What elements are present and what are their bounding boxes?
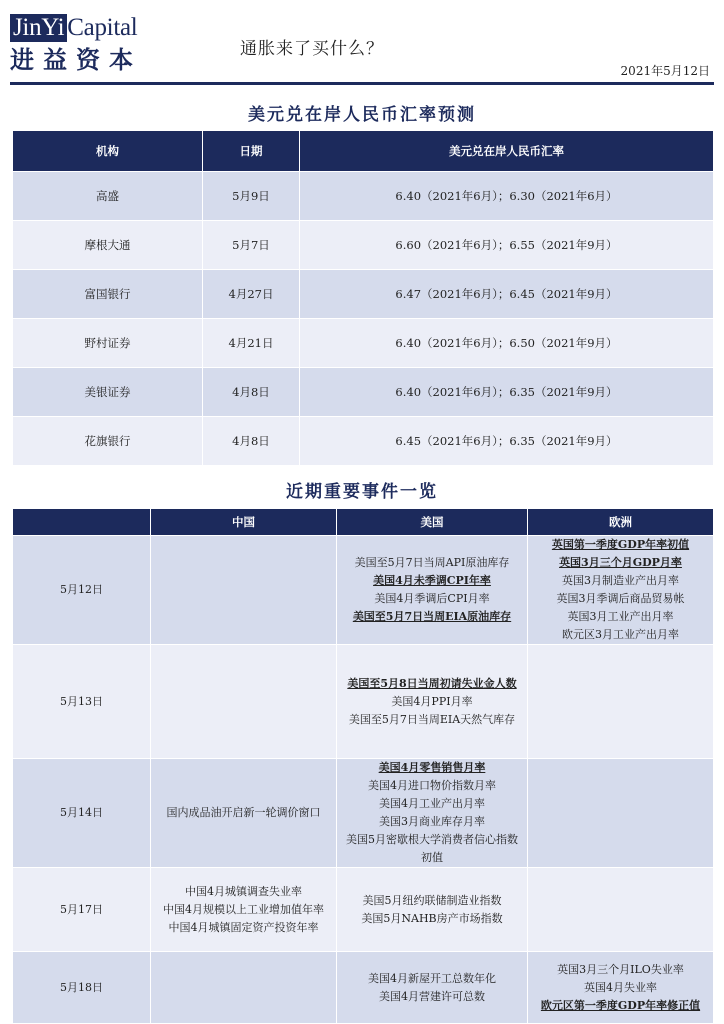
fx-cell-forecast: 6.60（2021年6月）；6.55（2021年9月） xyxy=(300,221,714,270)
event-item: 欧元区第一季度GDP年率修正值 xyxy=(540,998,701,1012)
events-cell-us xyxy=(337,536,528,645)
events-cell-china xyxy=(151,868,337,952)
events-header-china: 中国 xyxy=(151,509,337,536)
fx-cell-forecast: 6.40（2021年6月）；6.30（2021年6月） xyxy=(300,172,714,221)
fx-cell-date: 5月7日 xyxy=(203,221,300,270)
events-cell-us xyxy=(337,645,528,759)
events-cell-europe xyxy=(528,536,714,645)
events-row xyxy=(13,759,714,868)
fx-cell-date: 5月9日 xyxy=(203,172,300,221)
events-section-title: 近期重要事件一览 xyxy=(286,482,438,502)
event-item: 美国4月新屋开工总数年化 xyxy=(368,971,496,985)
event-item: 美国4月进口物价指数月率 xyxy=(368,779,496,792)
event-item: 美国4月未季调CPI年率 xyxy=(373,574,491,587)
events-cell-europe xyxy=(528,952,714,1024)
events-cell-us xyxy=(337,759,528,868)
event-item: 美国至5月7日当周EIA天然气库存 xyxy=(348,712,516,726)
events-cell-europe xyxy=(528,645,714,759)
events-header-date xyxy=(13,509,151,536)
events-header-europe: 欧洲 xyxy=(528,509,714,536)
fx-row xyxy=(13,221,714,270)
event-item: 美国至5月8日当周初请失业金人数 xyxy=(347,676,517,690)
document-title: 通胀来了买什么？ xyxy=(240,39,384,59)
events-cell-europe xyxy=(528,759,714,868)
fx-cell-institution: 富国银行 xyxy=(13,270,203,319)
events-cell-europe xyxy=(528,868,714,952)
event-item: 英国第一季度GDP年率初值 xyxy=(551,538,690,551)
fx-cell-date: 4月27日 xyxy=(203,270,300,319)
events-cell-china xyxy=(151,759,337,868)
fx-header-forecast: 美元兑在岸人民币汇率 xyxy=(300,131,714,172)
fx-cell-date: 4月21日 xyxy=(203,319,300,368)
events-cell-date: 5月14日 xyxy=(13,759,151,868)
fx-header-institution: 机构 xyxy=(13,131,203,172)
event-item: 美国4月季调后CPI月率 xyxy=(374,592,490,605)
event-item: 美国至5月7日当周API原油库存 xyxy=(354,556,510,569)
fx-cell-forecast: 6.47（2021年6月）；6.45（2021年9月） xyxy=(300,270,714,319)
events-cell-date: 5月12日 xyxy=(13,536,151,645)
event-item: 中国4月城镇调查失业率 xyxy=(185,884,302,898)
fx-header-date: 日期 xyxy=(203,131,300,172)
page-header xyxy=(0,0,724,96)
logo-chinese: 进益资本 xyxy=(10,45,142,74)
logo-capital: Capital xyxy=(67,14,138,41)
logo-jinyi: JinYi xyxy=(10,14,67,42)
events-cell-china xyxy=(151,645,337,759)
events-cell-date: 5月17日 xyxy=(13,868,151,952)
events-row xyxy=(13,536,714,645)
events-cell-us xyxy=(337,868,528,952)
event-item: 英国4月失业率 xyxy=(584,980,657,994)
events-table xyxy=(12,508,714,1024)
fx-cell-date: 4月8日 xyxy=(203,417,300,466)
company-logo xyxy=(10,14,152,76)
event-item: 美国4月工业产出月率 xyxy=(379,797,485,810)
fx-cell-institution: 花旗银行 xyxy=(13,417,203,466)
event-item: 英国3月三个月ILO失业率 xyxy=(557,962,684,976)
event-item: 美国5月NAHB房产市场指数 xyxy=(361,911,503,925)
event-item: 美国5月纽约联储制造业指数 xyxy=(362,893,502,907)
events-cell-date: 5月18日 xyxy=(13,952,151,1024)
fx-cell-forecast: 6.40（2021年6月）；6.50（2021年9月） xyxy=(300,319,714,368)
fx-cell-institution: 摩根大通 xyxy=(13,221,203,270)
header-divider xyxy=(10,82,714,85)
events-header-row xyxy=(13,509,714,536)
event-item: 美国3月商业库存月率 xyxy=(379,815,485,828)
events-cell-date: 5月13日 xyxy=(13,645,151,759)
events-cell-china xyxy=(151,952,337,1024)
events-row xyxy=(13,645,714,759)
fx-forecast-table xyxy=(12,130,714,466)
fx-row xyxy=(13,417,714,466)
event-item: 国内成品油开启新一轮调价窗口 xyxy=(166,806,321,819)
document-date: 2021年5月12日 xyxy=(620,64,710,78)
events-row xyxy=(13,952,714,1024)
event-item: 美国4月PPI月率 xyxy=(391,694,473,708)
event-item: 美国5月密歇根大学消费者信心指数初值 xyxy=(346,833,518,864)
fx-cell-forecast: 6.45（2021年6月）；6.35（2021年9月） xyxy=(300,417,714,466)
fx-cell-institution: 野村证券 xyxy=(13,319,203,368)
events-cell-us xyxy=(337,952,528,1024)
fx-row xyxy=(13,270,714,319)
event-item: 欧元区3月工业产出月率 xyxy=(562,628,679,641)
event-item: 英国3月季调后商品贸易帐 xyxy=(556,592,685,605)
event-item: 英国3月三个月GDP月率 xyxy=(559,556,682,569)
event-item: 中国4月规模以上工业增加值年率 xyxy=(163,902,324,916)
fx-cell-date: 4月8日 xyxy=(203,368,300,417)
fx-row xyxy=(13,368,714,417)
fx-cell-forecast: 6.40（2021年6月）；6.35（2021年9月） xyxy=(300,368,714,417)
event-item: 美国至5月7日当周EIA原油库存 xyxy=(352,610,512,623)
event-item: 美国4月零售销售月率 xyxy=(378,761,486,774)
event-item: 美国4月营建许可总数 xyxy=(379,989,485,1003)
fx-row xyxy=(13,319,714,368)
fx-row xyxy=(13,172,714,221)
events-cell-china xyxy=(151,536,337,645)
event-item: 英国3月制造业产出月率 xyxy=(562,574,679,587)
fx-cell-institution: 美银证券 xyxy=(13,368,203,417)
event-item: 英国3月工业产出月率 xyxy=(567,610,674,623)
logo-english xyxy=(10,14,152,42)
fx-header-row xyxy=(13,131,714,172)
event-item: 中国4月城镇固定资产投资年率 xyxy=(168,920,319,934)
events-header-us: 美国 xyxy=(337,509,528,536)
events-row xyxy=(13,868,714,952)
fx-cell-institution: 高盛 xyxy=(13,172,203,221)
fx-section-title: 美元兑在岸人民币汇率预测 xyxy=(248,105,476,125)
